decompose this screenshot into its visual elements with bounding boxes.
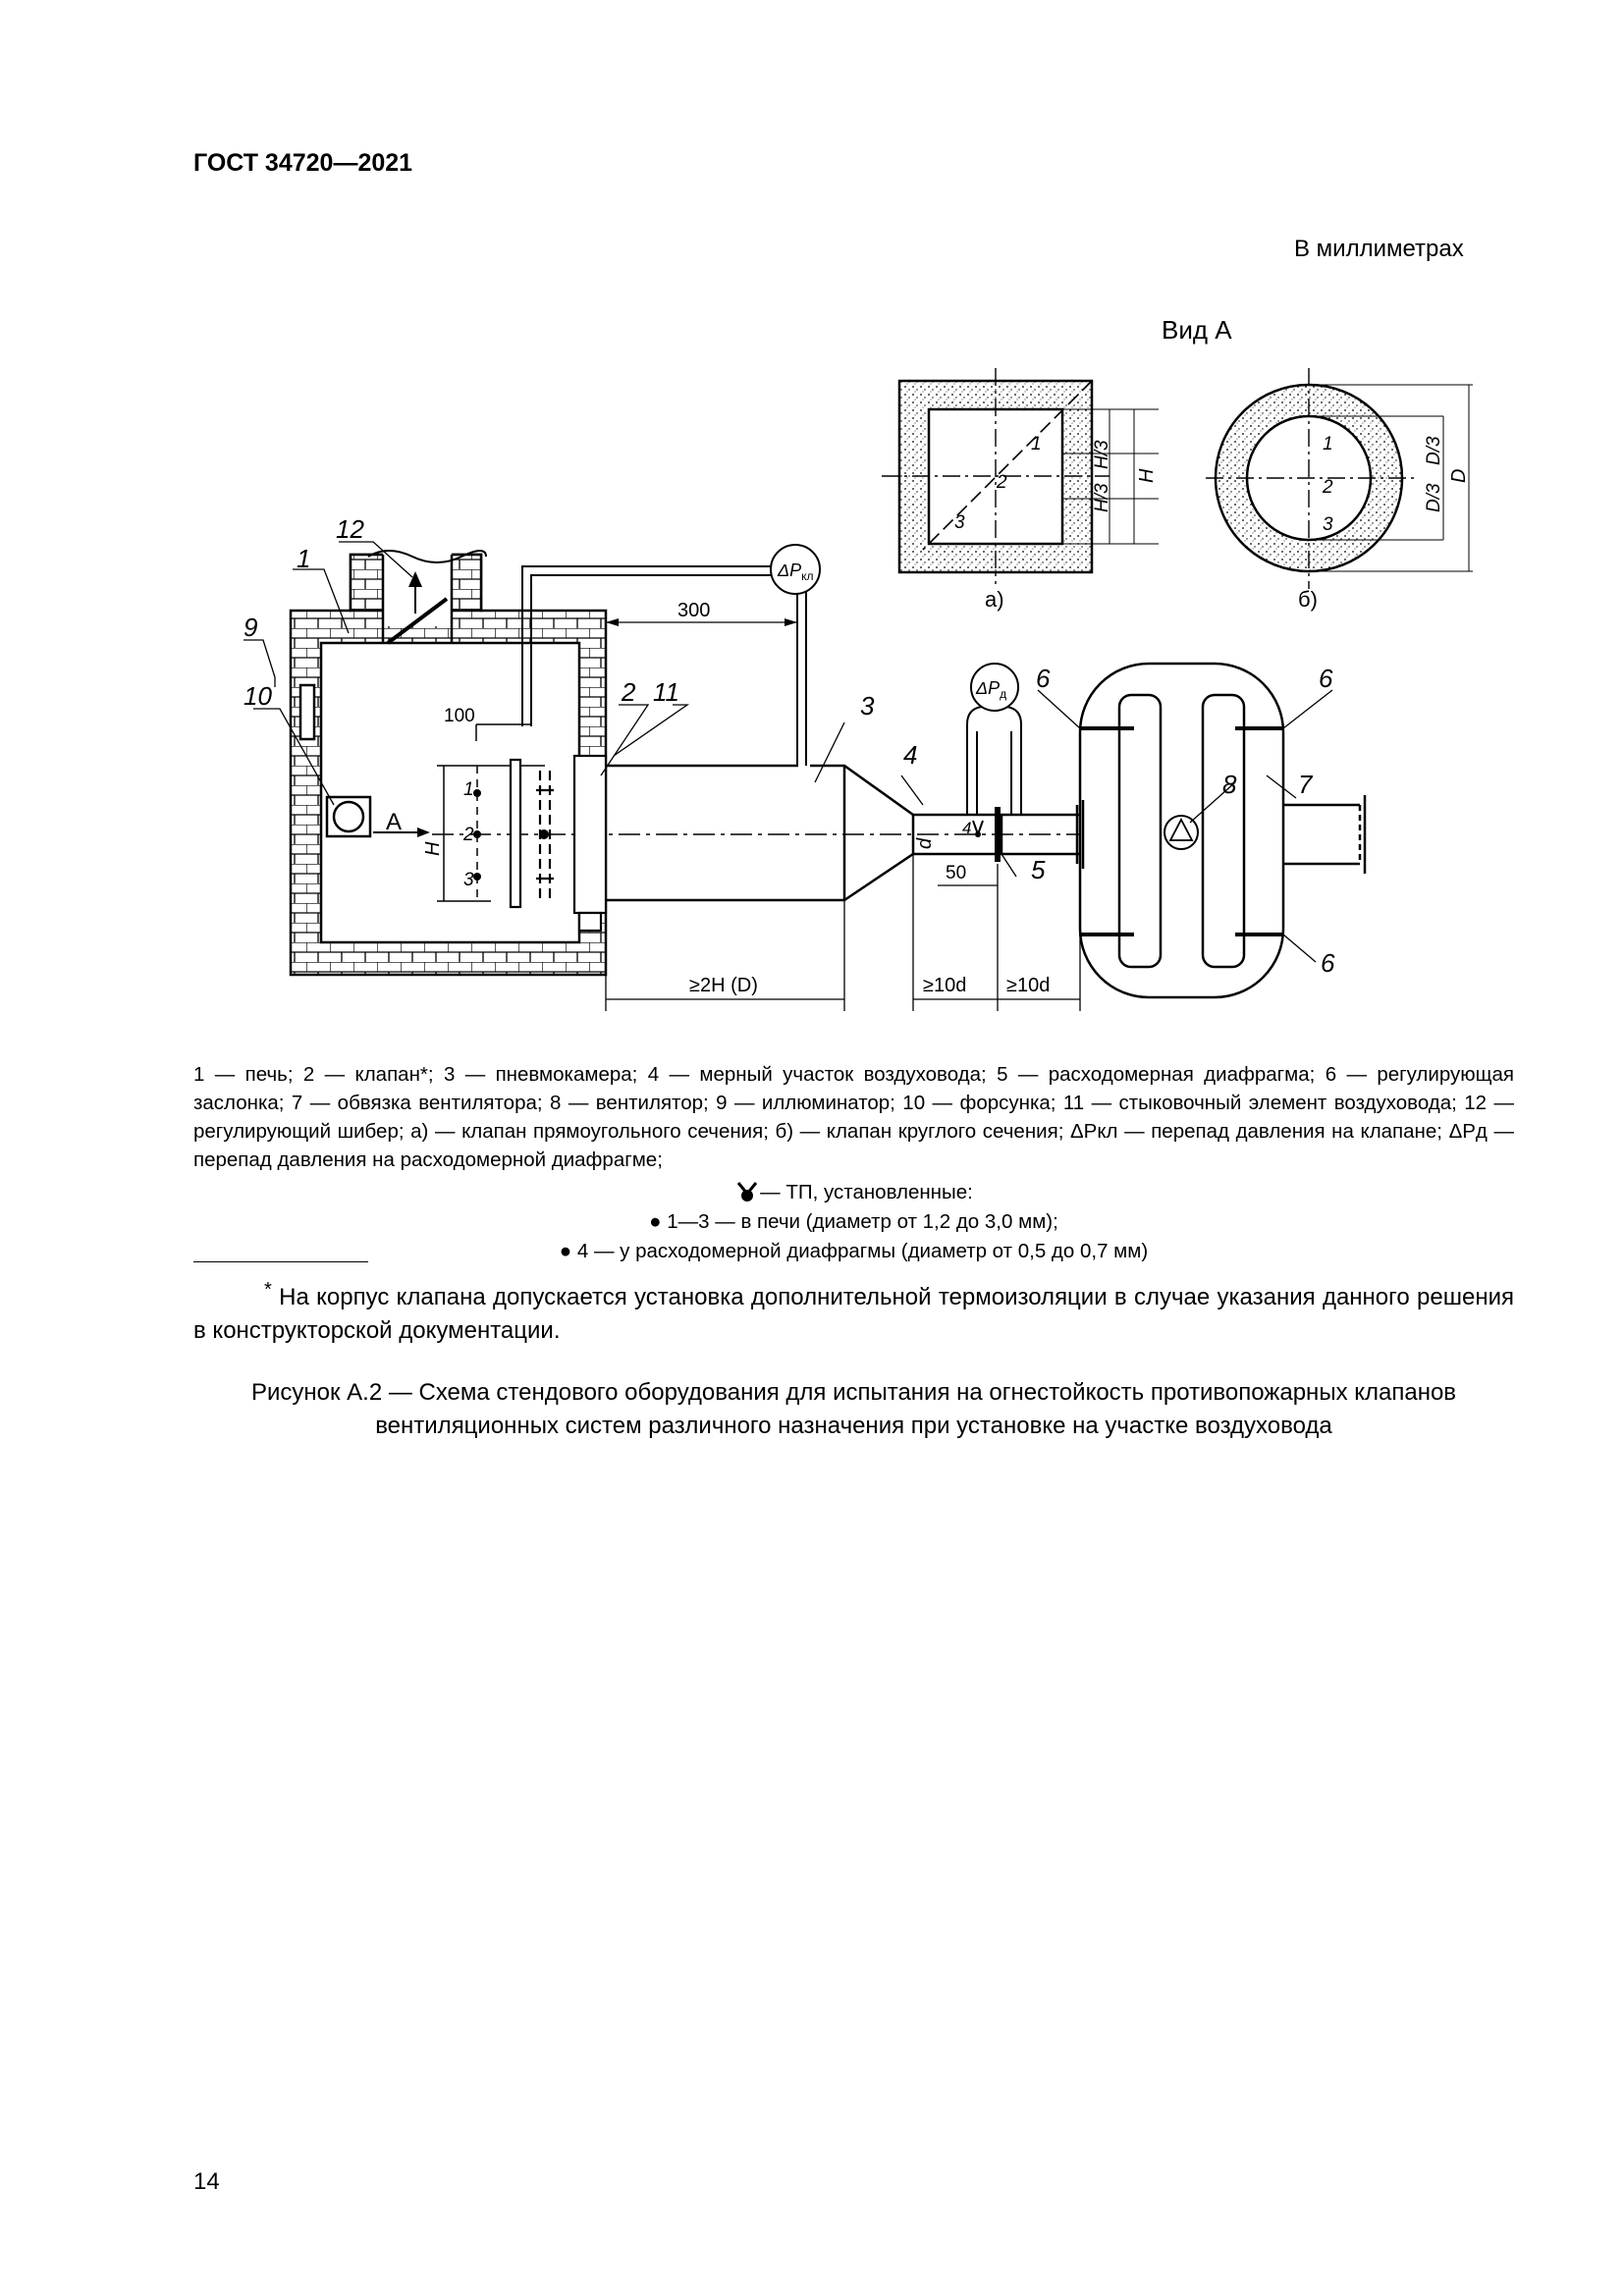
dim-10d-b: ≥10d [1006,975,1051,996]
footnote-marker: * [264,1279,272,1301]
label-10-nozzle: 10 [244,681,272,711]
label-1-furnace: 1 [297,544,311,573]
tp2-label-a: 2 [997,472,1007,493]
round-section-view [1206,368,1473,589]
label-4-section: 4 [903,740,918,770]
page-number: 14 [193,2168,220,2195]
view-b-label: б) [1298,587,1318,612]
dim-300: 300 [677,600,711,621]
document-header: ГОСТ 34720—2021 [193,149,413,177]
fan-bypass-loop [1077,664,1365,997]
label-6-flap-tr: 6 [1319,664,1333,693]
dp-kl-label: $\Delta P_{кл}$ [778,561,814,583]
label-2-valve: 2 [622,677,636,707]
dim-d-small: d [914,837,936,849]
tp-legend-title: — ТП, установленные: [193,1178,1514,1207]
dim-h3-top: H/3 [1092,440,1112,469]
thermocouple-icon [734,1180,760,1203]
view-a-arrow-label: А [386,809,403,835]
tp1-label: 1 [463,779,474,800]
label-12-damper: 12 [336,514,364,544]
tp2-label-b: 2 [1323,477,1333,498]
dim-h3-bottom: H/3 [1092,483,1112,512]
furnace-dim-h: H [422,841,444,856]
tp1-label-b: 1 [1323,434,1333,454]
view-a-label: а) [985,587,1004,612]
label-6-flap-br: 6 [1321,948,1335,978]
tp-legend [193,1178,1514,1266]
furnace [291,553,606,975]
tp-legend-item-2: ● 4 — у расходомерной диафрагмы (диаметр от 0,5 до 0,7 мм) [559,1240,1149,1262]
dim-d3-bottom: D/3 [1424,483,1444,512]
tp1-label-a: 1 [1031,434,1042,454]
tp3-label-a: 3 [954,512,965,533]
dim-50: 50 [946,863,967,883]
tp-legend-item-1: ● 1—3 — в печи (диаметр от 1,2 до 3,0 мм); [649,1210,1058,1233]
dim-10d-a: ≥10d [923,975,967,996]
dp-d-label: $\Delta P_д$ [976,678,1007,701]
fire-damper-valve [511,756,606,931]
test-bench-diagram [0,0,1624,1050]
tp4-label: 4 [962,819,972,837]
dim-d: D [1448,468,1470,483]
dim-d3-top: D/3 [1424,436,1444,465]
label-3-chamber: 3 [860,691,875,721]
tp2-label: 2 [463,825,474,845]
rect-section-view [882,368,1159,584]
label-5-orifice: 5 [1031,855,1046,884]
dim-100: 100 [444,706,475,726]
pressure-tube-kl [522,566,806,766]
footnote-separator [193,1261,368,1262]
figure-caption: Рисунок А.2 — Схема стендового оборудования для испытания на огнестойкость противопожарных клапанов вентиляционных систем различного назначения при установке на участке воздуховода [250,1379,1457,1439]
footnote [193,1273,1514,1348]
label-6-flap-tl: 6 [1036,664,1051,693]
label-7-loop: 7 [1298,770,1313,799]
label-11-joint: 11 [653,677,679,707]
label-8-fan: 8 [1222,770,1237,799]
pressure-tube-d [967,707,1021,815]
view-title: Вид А [1162,315,1232,345]
units-note: В миллиметрах [1294,236,1464,262]
tp3-label-b: 3 [1323,514,1333,535]
label-9-window: 9 [244,613,258,642]
duct-and-pneumochamber [606,766,1080,900]
tp3-label: 3 [463,870,474,890]
footnote-text: На корпус клапана допускается установка дополнительной термоизоляции в случае указания данного решения в конструкторской документации. [193,1284,1514,1344]
dim-h: H [1136,468,1158,483]
dim-2h: ≥2H (D) [689,975,758,996]
figure-legend: 1 — печь; 2 — клапан*; 3 — пневмокамера; 4 — мерный участок воздуховода; 5 — расходомерная диафрагма; 6 — регулирующая заслонка; 7 — обвязка вентилятора; 8 — вентилятор; 9 — иллюминатор; 10 — форсунка; 11 — стыковочный элемент воздуховода; 12 — регулирующий шибер; а) — клапан прямоугольного сечения; б) — клапан круглого сечения; ΔPкл — перепад давления на клапане; ΔPд — перепад давления на расходомерной диафрагме; [193,1063,1514,1171]
